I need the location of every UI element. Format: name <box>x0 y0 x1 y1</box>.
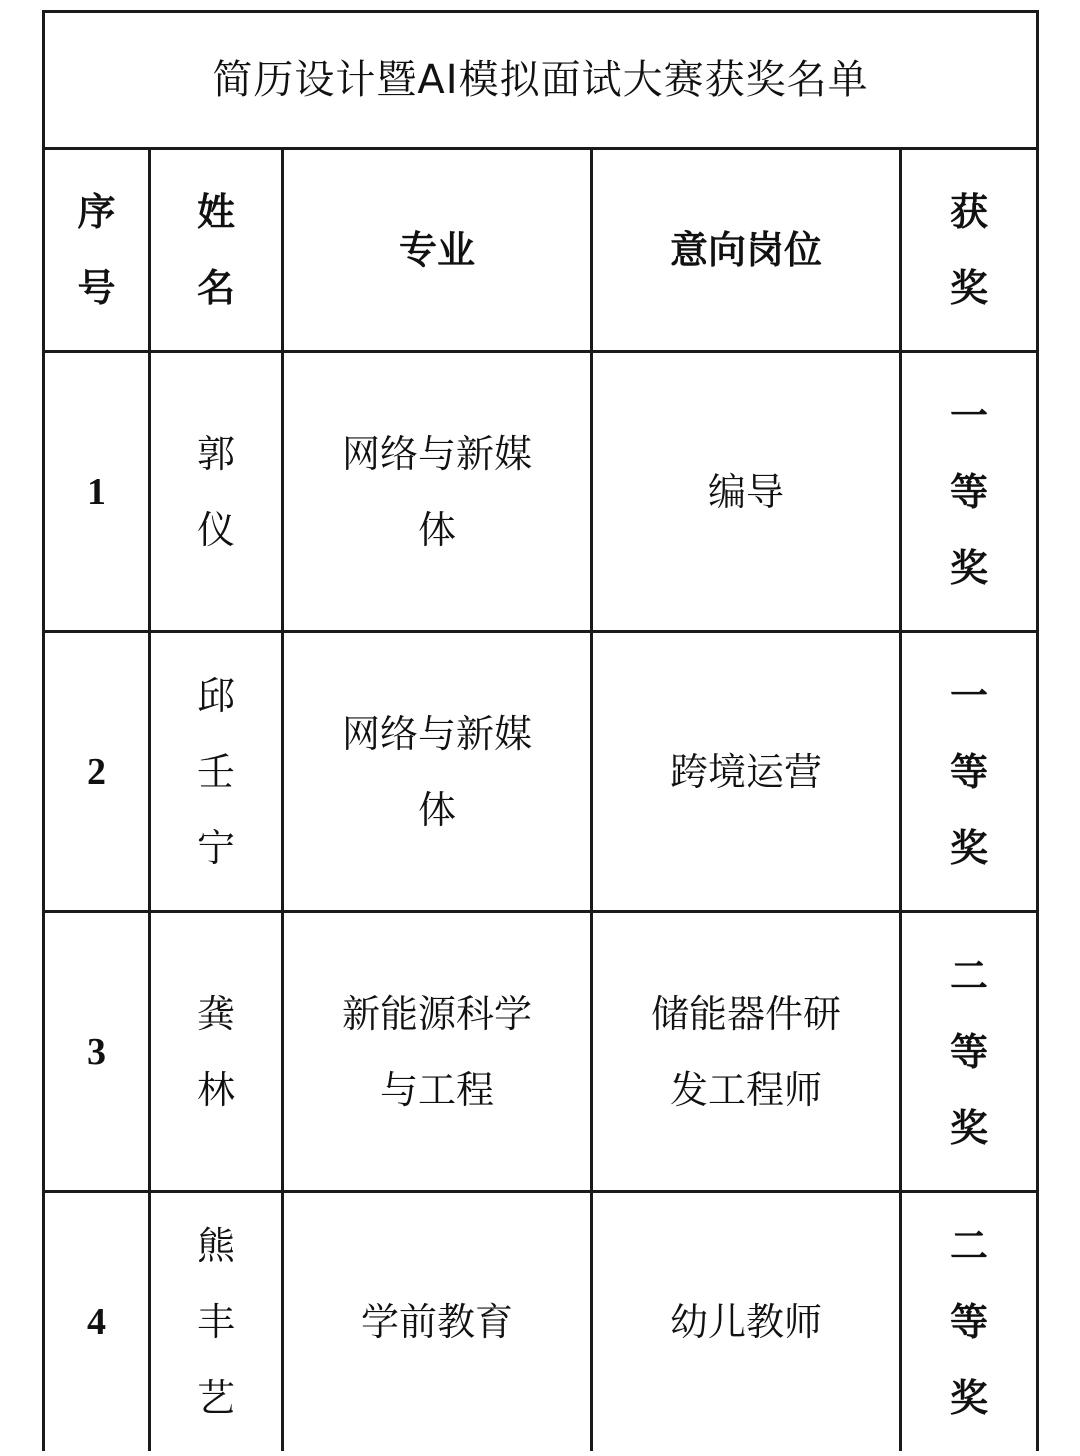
header-award-label: 获奖 <box>950 190 989 310</box>
row-name-cell <box>150 632 283 912</box>
header-row <box>44 149 1038 352</box>
row-major-cell <box>283 352 592 632</box>
award-list-table <box>42 10 1039 1451</box>
row-position: 编导 <box>707 469 784 514</box>
row-major: 学前教育 <box>360 1300 513 1344</box>
row-position-cell <box>592 632 901 912</box>
row-position-cell <box>592 912 901 1192</box>
table-row <box>44 912 1038 1192</box>
row-award-cell <box>901 912 1038 1192</box>
row-name-cell <box>150 352 283 632</box>
row-award: 二等奖 <box>950 953 989 1150</box>
row-award: 二等奖 <box>950 1224 989 1420</box>
row-major: 新能源科学与工程 <box>341 991 532 1112</box>
header-name-label: 姓名 <box>197 190 236 310</box>
row-name-cell <box>150 912 283 1192</box>
row-position-cell <box>592 1192 901 1452</box>
table-row <box>44 1192 1038 1452</box>
row-name-cell <box>150 1192 283 1452</box>
table-row <box>44 352 1038 632</box>
row-position: 跨境运营 <box>669 749 822 794</box>
row-name: 邱壬宁 <box>197 673 236 870</box>
header-major: 专业 <box>283 149 592 352</box>
header-position: 意向岗位 <box>592 149 901 352</box>
header-index-label: 序号 <box>77 190 116 310</box>
row-major: 网络与新媒体 <box>341 711 532 832</box>
row-award: 一等奖 <box>950 673 989 870</box>
row-index: 3 <box>44 912 150 1192</box>
row-award-cell <box>901 352 1038 632</box>
header-index <box>44 149 150 352</box>
row-index: 4 <box>44 1192 150 1452</box>
row-name: 龚林 <box>197 991 236 1112</box>
row-position-cell <box>592 352 901 632</box>
row-major: 网络与新媒体 <box>341 431 532 552</box>
award-list-sheet <box>42 10 1036 1456</box>
row-name: 熊丰艺 <box>197 1224 236 1420</box>
row-award-cell <box>901 632 1038 912</box>
row-award: 一等奖 <box>950 393 989 590</box>
row-index: 2 <box>44 632 150 912</box>
row-award-cell <box>901 1192 1038 1452</box>
row-position: 幼儿教师 <box>669 1300 822 1344</box>
header-award <box>901 149 1038 352</box>
table-row <box>44 632 1038 912</box>
row-index: 1 <box>44 352 150 632</box>
row-name: 郭仪 <box>197 431 236 552</box>
title-row <box>44 12 1038 149</box>
table-title: 简历设计暨AI模拟面试大赛获奖名单 <box>44 12 1038 149</box>
row-major-cell <box>283 632 592 912</box>
row-major-cell <box>283 1192 592 1452</box>
row-major-cell <box>283 912 592 1192</box>
header-name <box>150 149 283 352</box>
row-position: 储能器件研发工程师 <box>650 991 841 1112</box>
